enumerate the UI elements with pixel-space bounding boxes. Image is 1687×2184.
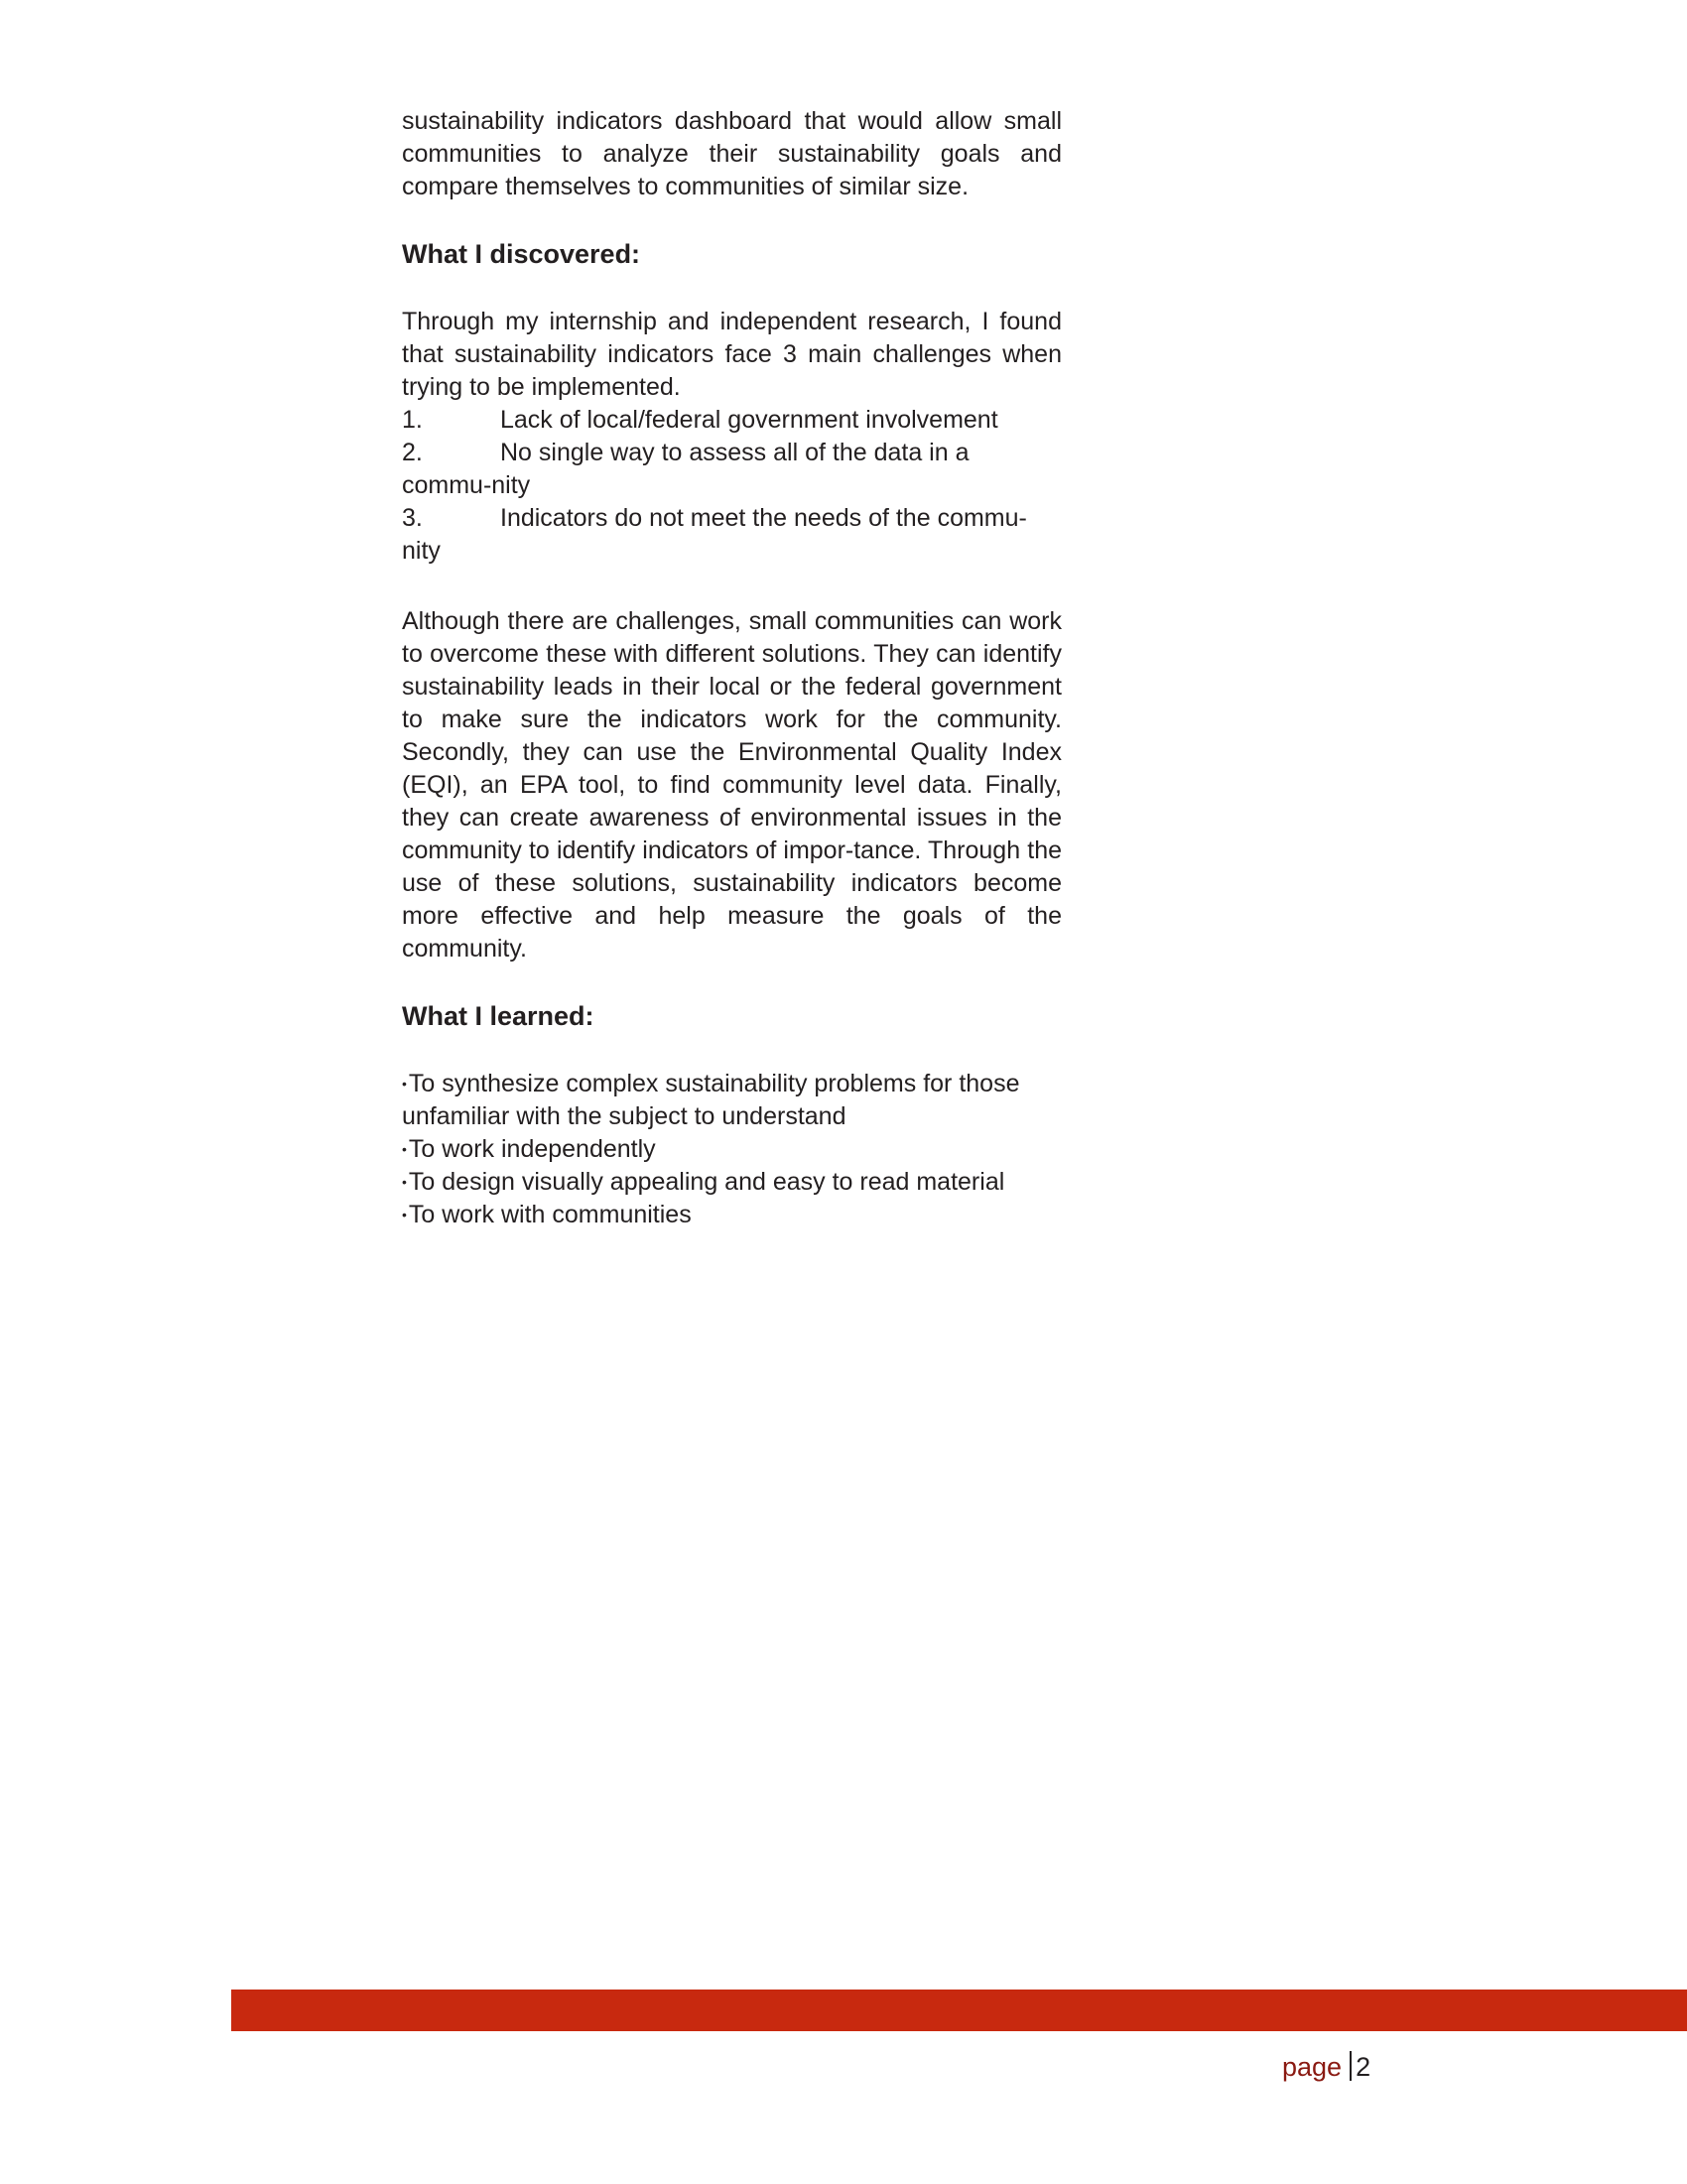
solutions-paragraph: Although there are challenges, small communities can work to overcome these with different solutions. They can identify sustainability leads in their local or the federal government to make sure the indicators work for the community. Secondly, they can use the Environmental Quality Index (EQI), an EPA tool, to find community level data. Finally, they can create awareness of environmental issues in the community to identify indicators of impor-tance. Through the use of these solutions, sustainability indicators become more effective and help measure the goals of the community. (402, 607, 1062, 963)
list-item-number: 3. (402, 504, 423, 532)
intro-continued-paragraph: sustainability indicators dashboard that would allow small communities to analyze their sustainability goals and compare themselves to communities of similar size. (402, 107, 1062, 200)
page-number-label (1282, 2050, 1370, 2084)
list-item-text: No single way to assess all of the data in a commu-nity (402, 439, 970, 499)
challenges-list (402, 404, 1062, 568)
list-item-text: To synthesize complex sustainability problems for those unfamiliar with the subject to understand (402, 1070, 1020, 1130)
heading-what-i-discovered: What I discovered: (402, 239, 641, 269)
page-word: page (1282, 2052, 1343, 2082)
list-item-text: To design visually appealing and easy to read material (408, 1168, 1005, 1196)
bullet-icon: • (402, 1174, 407, 1190)
list-item-text: To work with communities (408, 1201, 692, 1228)
list-item-number: 1. (402, 406, 423, 434)
bullet-icon: • (402, 1076, 407, 1092)
list-item (402, 437, 1062, 502)
list-item (402, 1166, 1062, 1199)
list-item (402, 1199, 1062, 1231)
bullet-icon: • (402, 1141, 407, 1157)
list-item-text: Lack of local/federal government involvement (500, 406, 998, 434)
footer-accent-bar (231, 1990, 1687, 2031)
page-body (402, 105, 1062, 1231)
list-item (402, 1133, 1062, 1166)
heading-what-i-learned: What I learned: (402, 1001, 594, 1031)
list-item-number: 2. (402, 439, 423, 466)
list-item (402, 404, 1062, 437)
bullet-icon: • (402, 1207, 407, 1222)
learned-list (402, 1068, 1062, 1231)
list-item-text: To work independently (408, 1135, 656, 1163)
list-item-text: Indicators do not meet the needs of the commu-nity (402, 504, 1027, 565)
list-item (402, 502, 1062, 568)
page-number: 2 (1356, 2052, 1371, 2082)
discovered-intro-paragraph: Through my internship and independent research, I found that sustainability indicators face 3 main challenges when trying to be implemented. (402, 308, 1062, 401)
page-separator (1350, 2051, 1352, 2081)
list-item (402, 1068, 1062, 1133)
